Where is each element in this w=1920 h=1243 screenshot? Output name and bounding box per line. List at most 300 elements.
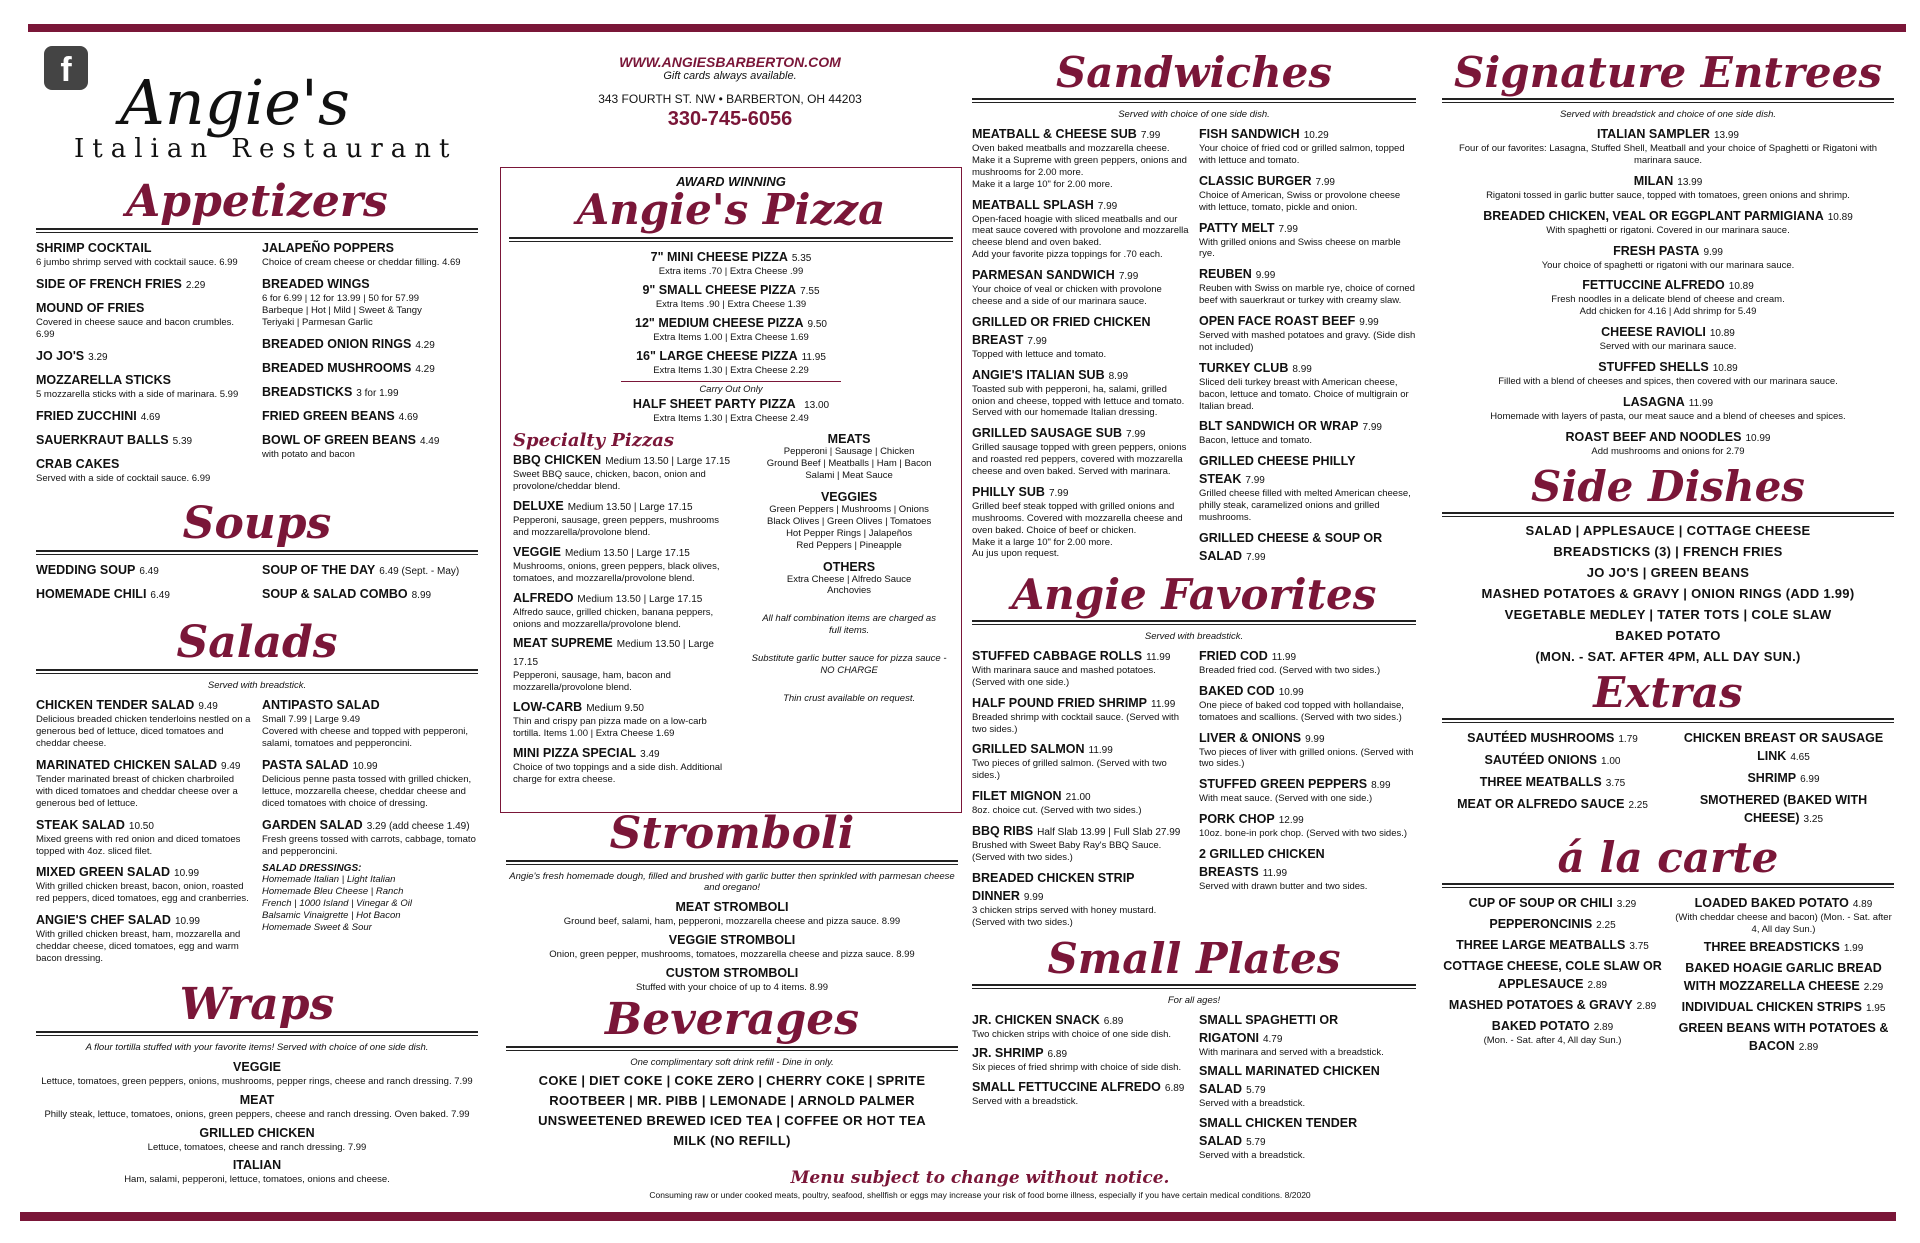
menu-item [262, 696, 478, 750]
logo-script: Angie's [120, 66, 350, 139]
menu-item-price: 11.95 [801, 351, 826, 363]
menu-item-price: 1.79 [1618, 733, 1638, 745]
small-plates-list [972, 1011, 1416, 1167]
menu-item-header [972, 822, 1189, 840]
menu-item-price: 7.99 [1246, 551, 1266, 563]
menu-line: ROOTBEER | MR. PIBB | LEMONADE | ARNOLD PALMER [549, 1092, 915, 1108]
menu-item-header [1442, 957, 1663, 993]
menu-item-header [1442, 393, 1894, 411]
menu-item-header [36, 863, 252, 881]
menu-item [262, 275, 478, 329]
menu-item [1442, 242, 1894, 272]
menu-item-price: 10.99 [1745, 432, 1771, 444]
half-combo-note: All half combination items are charged as full items. [762, 613, 936, 637]
menu-item-header [1442, 172, 1894, 190]
menu-item-header [972, 740, 1189, 758]
menu-item-name: PHILLY SUB [972, 484, 1045, 499]
sandwiches-left [972, 125, 1189, 570]
menu-item-name: CHEESE RAVIOLI [1601, 325, 1706, 340]
menu-item-name: SMALL CHICKEN TENDER SALAD [1199, 1116, 1358, 1149]
menu-item [36, 371, 252, 401]
menu-item-header [262, 407, 478, 425]
specialty-left [513, 430, 737, 789]
menu-item-name: BAKED HOAGIE GARLIC BREAD WITH MOZZARELLA CHEESE [1683, 961, 1882, 994]
menu-item-description: Covered in cheese sauce and bacon crumbles. 6.99 [36, 316, 235, 340]
menu-item-name: STUFFED SHELLS [1598, 360, 1709, 374]
dressings-title: SALAD DRESSINGS: [262, 863, 362, 875]
menu-item-name: BREADED CHICKEN, VEAL OR EGGPLANT PARMIGIANA [1483, 208, 1824, 223]
menu-item [1442, 894, 1663, 912]
menu-item-description: With grilled chicken breast, ham, mozzarella and cheddar cheese, diced tomatoes, egg and warm bacon dressing. [36, 929, 241, 964]
gift-cards-note: Gift cards always available. [663, 70, 797, 82]
wraps-title: Wraps [179, 978, 335, 1030]
menu-item-price: Medium 13.50 | Large 17.15 [605, 456, 731, 468]
menu-item-header [1673, 938, 1894, 956]
menu-item [513, 698, 737, 740]
menu-item [972, 1011, 1189, 1041]
menu-item [1199, 172, 1416, 214]
menu-item-header [262, 359, 478, 377]
footer [520, 1168, 1440, 1200]
menu-item-description: Grilled cheese filled with melted American cheese, philly steak, caramelized onions and grilled mushrooms. [1199, 488, 1411, 523]
menu-item [1673, 791, 1894, 827]
soups-title: Soups [182, 498, 332, 550]
menu-item [36, 239, 252, 269]
menu-item-name: THREE LARGE MEATBALLS [1456, 937, 1626, 952]
menu-item-price: 10.29 [1303, 130, 1329, 141]
menu-item-price: 10.89 [1709, 328, 1735, 340]
menu-item [1199, 775, 1416, 805]
favorites-list [972, 647, 1416, 934]
menu-item-header [1442, 729, 1663, 747]
menu-item-price: 6.89 [1164, 1083, 1185, 1095]
menu-item-extras: Extra Items .90 | Extra Cheese 1.39 [655, 298, 807, 310]
menu-item [36, 863, 252, 905]
menu-line: BAKED POTATO [1615, 627, 1721, 643]
contact-header [500, 54, 960, 131]
menu-item [1673, 1019, 1894, 1055]
menu-item [501, 281, 961, 311]
menu-item-description: (With cheddar cheese and bacon) (Mon. - Sat. after 4, All day Sun.) [1675, 911, 1892, 935]
divider [1442, 98, 1894, 103]
menu-item-price: 7.99 [1278, 223, 1298, 235]
menu-item-description: Fresh noodles in a delicate blend of cheese and cream. Add chicken for 4.16 | Add shrimp for 5.49 [1551, 294, 1785, 318]
menu-item-description: Brushed with Sweet Baby Ray's BBQ Sauce. (Served with two sides.) [972, 840, 1162, 863]
menu-item-header [36, 1058, 478, 1076]
menu-item-name: ROAST BEEF AND NOODLES [1565, 429, 1742, 444]
menu-item-description: Pepperoni, sausage, green peppers, mushrooms and mozzarella/provolone blend. [513, 515, 719, 538]
menu-item [1442, 428, 1894, 458]
menu-item-header [36, 407, 252, 425]
menu-item-header [1199, 359, 1416, 377]
menu-item-name: SMALL SPAGHETTI OR RIGATONI [1199, 1012, 1339, 1045]
menu-item-name: SOUP OF THE DAY [262, 563, 376, 578]
menu-item-price: 7.99 [1362, 422, 1382, 434]
menu-item-price: 2.89 [1587, 979, 1607, 991]
menu-item-header [1442, 242, 1894, 260]
menu-item [1442, 393, 1894, 423]
menu-item-price: 7.99 [1245, 475, 1265, 487]
menu-item-header [1199, 682, 1416, 700]
menu-item-description: Lettuce, tomatoes, cheese and ranch dressing. 7.99 [147, 1141, 367, 1153]
menu-item-header [36, 275, 252, 293]
menu-item-header [972, 869, 1189, 905]
phone-number[interactable]: 330-745-6056 [667, 108, 793, 130]
menu-item-price: 4.79 [1262, 1033, 1283, 1045]
menu-item-description: 3 chicken strips served with honey mustard. (Served with two sides.) [972, 904, 1157, 928]
facebook-icon[interactable]: f [44, 46, 88, 90]
website-link[interactable]: WWW.ANGIESBARBERTON.COM [619, 54, 841, 70]
menu-item-price: 6.49 (Sept. - May) [379, 566, 460, 578]
menu-item-name: BAKED POTATO [1491, 1018, 1590, 1033]
divider [1442, 718, 1894, 723]
menu-item-price: 3.75 [1629, 940, 1649, 952]
menu-item-name: LASAGNA [1622, 394, 1685, 409]
menu-item-header [972, 196, 1189, 214]
menu-item-name: MASHED POTATOES & GRAVY [1448, 997, 1633, 1012]
menu-item-header [1199, 1114, 1416, 1150]
menu-item [1199, 647, 1416, 677]
menu-item-price: 2.25 [1628, 799, 1648, 811]
extras-right [1673, 729, 1894, 831]
menu-item-header [1442, 125, 1894, 143]
menu-item-price: 6.49 [139, 566, 159, 578]
menu-item-price: 8.99 [1371, 780, 1391, 792]
menu-item-header [513, 497, 737, 515]
menu-item-header [36, 455, 252, 473]
menu-item-header [1199, 417, 1416, 435]
toppings-column [747, 430, 951, 789]
menu-item-name: FETTUCCINE ALFREDO [1582, 278, 1725, 293]
menu-item-description: 10oz. bone-in pork chop. (Served with two sides.) [1199, 828, 1408, 840]
menu-item-name: JO JO'S [36, 348, 85, 363]
menu-item-header [36, 911, 252, 929]
menu-item [972, 483, 1189, 560]
menu-item-name: 7" MINI CHEESE PIZZA [650, 250, 788, 264]
menu-item-description: Reuben with Swiss on marble rye, choice of corned beef with sauerkraut or turkey with creamy slaw. [1199, 283, 1415, 307]
menu-item-name: CUSTOM STROMBOLI [665, 965, 799, 980]
menu-item [972, 1078, 1189, 1108]
menu-item-name: 2 GRILLED CHICKEN BREASTS [1199, 847, 1325, 879]
menu-item [1442, 915, 1663, 933]
soups-list [36, 561, 478, 609]
menu-item-price: 7.99 [1118, 271, 1139, 282]
menu-item-description: Grilled sausage topped with green peppers, onions and roasted red peppers, covered with mozzarella cheese and oven baked. Served with marinara. [972, 442, 1187, 477]
menu-item-price: 2.29 [1863, 982, 1884, 994]
menu-item-price: 10.99 [174, 868, 200, 880]
menu-item-description: Alfredo sauce, grilled chicken, banana peppers, onions and mozzarella/provolone blend. [513, 606, 714, 630]
menu-item-name: BREADSTICKS [262, 384, 353, 399]
menu-item [972, 313, 1189, 361]
menu-item-name: ITALIAN SAMPLER [1597, 127, 1710, 141]
menu-item-price: 6.89 [1047, 1049, 1068, 1061]
menu-item [972, 694, 1189, 736]
meats-list: Pepperoni | Sausage | Chicken Ground Beef | Meatballs | Ham | Bacon Salami | Meat Sauce [766, 446, 932, 482]
menu-item-header [506, 931, 958, 949]
menu-item-description: 8oz. choice cut. (Served with two sides.) [972, 805, 1142, 817]
menu-item-price: 21.00 [1065, 792, 1091, 804]
menu-item [262, 585, 478, 603]
menu-item-price: 5.39 [172, 435, 193, 447]
menu-item [36, 431, 252, 449]
menu-item [1442, 125, 1894, 167]
menu-item-name: GRILLED CHEESE PHILLY STEAK [1199, 454, 1356, 487]
menu-item-name: COTTAGE CHEESE, COLE SLAW OR APPLESAUCE [1443, 958, 1662, 991]
menu-item-name: BBQ RIBS [972, 824, 1034, 838]
menu-item-price: 2.29 [185, 279, 206, 291]
menu-item-description: Breaded shrimp with cocktail sauce. (Served with two sides.) [972, 711, 1179, 735]
menu-item-header [1442, 207, 1894, 225]
menu-item-description: Small 7.99 | Large 9.49 Covered with cheese and topped with pepperoni, salami, tomatoes and pepperoncini. [262, 714, 468, 750]
menu-item-name: ANTIPASTO SALAD [262, 698, 380, 713]
salads-subtitle: Served with breadstick. [207, 680, 307, 692]
menu-item [513, 497, 737, 539]
menu-item [513, 543, 737, 585]
menu-item-description: Served with drawn butter and two sides. [1199, 881, 1368, 892]
dressings-list: Homemade Italian | Light Italian Homemade Bleu Cheese | Ranch French | 1000 Island | Vinegar & Oil Balsamic Vinaigrette | Hot Bacon Homemade Sweet & Sour [262, 874, 412, 933]
menu-item-header [262, 335, 478, 353]
menu-item-name: SAUTÉED MUSHROOMS [1467, 730, 1615, 745]
divider [506, 860, 958, 865]
menu-item-header [501, 248, 961, 266]
menu-item [1673, 998, 1894, 1016]
salads-list [36, 696, 478, 970]
menu-item-description: Served with a breadstick. [1199, 1150, 1306, 1162]
menu-item-description: Lettuce, tomatoes, green peppers, onions, mushrooms, pepper rings, cheese and ranch dressing. 7.99 [41, 1075, 473, 1087]
menu-item [262, 335, 478, 353]
menu-item-price: 5.79 [1246, 1137, 1266, 1149]
menu-item-name: FRESH PASTA [1613, 243, 1700, 258]
small-plates-title: Small Plates [1047, 933, 1341, 983]
sandwiches-list [972, 125, 1416, 570]
menu-item-description: Ham, salami, pepperoni, lettuce, tomatoes, onions and cheese. [124, 1174, 390, 1186]
menu-item-description: Tender marinated breast of chicken charbroiled with diced tomatoes and cheddar cheese over a generous bed of lettuce. [36, 774, 238, 809]
menu-item-name: BLT SANDWICH OR WRAP [1199, 419, 1359, 434]
divider [36, 550, 478, 555]
menu-item-name: MOUND OF FRIES [36, 300, 145, 315]
menu-item-price: 3.75 [1605, 777, 1626, 789]
footer-notice: Menu subject to change without notice. [790, 1168, 1170, 1188]
sandwiches-title: Sandwiches [1055, 48, 1333, 97]
column-1 [36, 176, 478, 1189]
menu-item-name: HALF POUND FRIED SHRIMP [972, 695, 1147, 710]
menu-item-price: 10.99 [352, 761, 378, 772]
logo-tagline: Italian Restaurant [74, 134, 458, 164]
appetizers-left [36, 239, 252, 490]
menu-item-description: Your choice of spaghetti or rigatoni with our marinara sauce. [1541, 259, 1795, 271]
menu-item [1442, 957, 1663, 993]
menu-item [1673, 938, 1894, 956]
menu-item [1442, 729, 1663, 747]
menu-item-header [36, 431, 252, 449]
menu-item-price: 9.49 [221, 761, 241, 772]
menu-item [262, 383, 478, 401]
menu-item-price: 4.49 [419, 435, 440, 447]
party-pizza-price: 13.00 [804, 399, 830, 411]
menu-item-description: Two pieces of liver with grilled onions. (Served with two sides.) [1199, 746, 1414, 770]
menu-item-name: BREADED MUSHROOMS [262, 360, 412, 375]
menu-item-header [972, 1011, 1189, 1029]
menu-item [36, 911, 252, 965]
menu-item-header [1673, 998, 1894, 1016]
menu-item-price: 4.89 [1852, 898, 1873, 910]
menu-item-header [1199, 219, 1416, 237]
menu-item-price: 8.99 [1108, 370, 1129, 382]
menu-item-header [262, 756, 478, 774]
others-list: Extra Cheese | Alfredo Sauce Anchovies [786, 573, 912, 597]
menu-item-header [501, 314, 961, 332]
menu-item-header [1199, 810, 1416, 828]
menu-item-description: Thin and crispy pan pizza made on a low-carb tortilla. Items 1.00 | Extra Cheese 1.69 [513, 716, 707, 739]
menu-item [36, 1058, 478, 1088]
menu-item [1442, 207, 1894, 237]
menu-item-price: 11.99 [1688, 397, 1714, 409]
meats-title: MEATS [827, 432, 871, 447]
menu-item-price: 7.99 [1097, 200, 1118, 212]
menu-item-description: Delicious breaded chicken tenderloins nestled on a generous bed of lettuce, diced tomatoes and cheddar cheese. [36, 714, 251, 750]
menu-item-name: JR. CHICKEN SNACK [972, 1012, 1100, 1027]
menu-item-name: CHICKEN TENDER SALAD [36, 698, 195, 713]
menu-item-name: PARMESAN SANDWICH [972, 268, 1115, 282]
menu-item-header [262, 275, 478, 293]
alacarte-right [1673, 894, 1894, 1059]
menu-item-name: LOADED BAKED POTATO [1694, 895, 1849, 910]
menu-item-header [972, 1044, 1189, 1062]
menu-item-price: Half Slab 13.99 | Full Slab 27.99 [1037, 827, 1181, 838]
menu-item-extras: Extra Items 1.00 | Extra Cheese 1.69 [653, 331, 809, 343]
menu-item-price: 7.99 [1140, 130, 1161, 141]
menu-item-name: CRAB CAKES [36, 456, 120, 471]
menu-item-name: MEAT [239, 1092, 275, 1107]
menu-item-header [1442, 358, 1894, 376]
menu-item-name: JR. SHRIMP [972, 1046, 1044, 1061]
menu-item-name: FRIED ZUCCHINI [36, 408, 137, 423]
others-title: OTHERS [823, 559, 876, 574]
salads-right [262, 696, 478, 970]
menu-item-description: Filled with a blend of cheeses and spices, then covered with our marinara sauce. [1498, 376, 1838, 387]
menu-item [36, 561, 252, 579]
menu-item-name: SMOTHERED (BAKED WITH CHEESE) [1699, 792, 1868, 825]
favorites-right [1199, 647, 1416, 934]
menu-item-header [36, 756, 252, 774]
menu-item-name: FILET MIGNON [972, 789, 1062, 804]
menu-item-name: LOW-CARB [513, 700, 583, 715]
menu-item [1199, 682, 1416, 724]
menu-item-header [1199, 845, 1416, 881]
menu-item-name: MARINATED CHICKEN SALAD [36, 758, 218, 772]
menu-item-description: 6 jumbo shrimp served with cocktail sauce. 6.99 [36, 257, 238, 268]
menu-item-header [972, 313, 1189, 349]
menu-item-name: REUBEN [1199, 267, 1252, 282]
menu-item-name: MEAT OR ALFREDO SAUCE [1457, 796, 1625, 811]
menu-item-price: 6.99 [1800, 773, 1820, 785]
menu-item-description: With grilled chicken breast, bacon, onion, roasted red peppers, diced tomatoes, egg and cranberries. [36, 881, 249, 905]
menu-item-price: 7.99 [1027, 335, 1047, 347]
menu-item [262, 561, 478, 579]
menu-item-header [36, 239, 252, 257]
party-pizza-name: HALF SHEET PARTY PIZZA [632, 396, 796, 411]
menu-item-name: JALAPEÑO POPPERS [262, 241, 394, 255]
menu-item [36, 299, 252, 341]
menu-item [36, 756, 252, 810]
menu-item-description: Mixed greens with red onion and diced tomatoes topped with 4oz. sliced filet. [36, 833, 241, 857]
menu-item-price: 9.99 [1255, 270, 1276, 282]
menu-item [506, 931, 958, 961]
menu-item [36, 696, 252, 750]
menu-item-header [1673, 1019, 1894, 1055]
menu-item [36, 455, 252, 485]
menu-item [972, 869, 1189, 929]
menu-item-name: STUFFED CABBAGE ROLLS [972, 648, 1143, 663]
menu-item-name: MEAT STROMBOLI [675, 900, 789, 914]
menu-item-description: With spaghetti or rigatoni. Covered in our marinara sauce. [1546, 224, 1790, 236]
menu-item-name: SMALL FETTUCCINE ALFREDO [972, 1080, 1161, 1095]
menu-item-header [1673, 894, 1894, 912]
menu-item-description: Open-faced hoagie with sliced meatballs and our meat sauce covered with provolone and mozzarella cheese blend and oven baked. Add your favorite pizza toppings for .70 each. [972, 213, 1189, 261]
menu-item-price: 3.25 [1803, 813, 1824, 825]
specialty-section [513, 430, 951, 789]
party-pizza [501, 395, 961, 425]
menu-item-header [1442, 936, 1663, 954]
small-plates-subtitle: For all ages! [1167, 994, 1221, 1006]
pizza-title: Angie's Pizza [576, 185, 886, 234]
menu-item [501, 248, 961, 278]
top-border [28, 24, 1906, 32]
menu-item-header [513, 543, 737, 561]
menu-item-name: 9" SMALL CHEESE PIZZA [642, 282, 797, 297]
menu-item [506, 964, 958, 994]
menu-item [506, 898, 958, 928]
divider [36, 228, 478, 233]
menu-item-price: 11.99 [1088, 745, 1113, 757]
appetizers-title: Appetizers [126, 176, 388, 227]
entrees-title: Signature Entrees [1454, 48, 1882, 97]
menu-item [1673, 894, 1894, 936]
menu-item-header [1442, 773, 1663, 791]
menu-item-price: 11.99 [1262, 868, 1288, 879]
entrees-subtitle: Served with breadstick and choice of one side dish. [1560, 109, 1776, 120]
menu-item-name: THREE BREADSTICKS [1703, 940, 1840, 955]
menu-item-price: 5.79 [1246, 1085, 1266, 1097]
menu-item [1199, 1062, 1416, 1110]
menu-item-name: FRIED GREEN BEANS [262, 408, 395, 423]
divider [1442, 883, 1894, 888]
menu-item [972, 787, 1189, 817]
menu-item-name: MINI PIZZA SPECIAL [513, 745, 637, 760]
menu-item-name: ANGIE'S ITALIAN SUB [972, 367, 1105, 382]
menu-item-description: Served with a breadstick. [1199, 1098, 1306, 1110]
menu-item-name: FRIED COD [1199, 648, 1268, 663]
menu-item-price: 8.99 [1292, 363, 1312, 375]
menu-item-price: 2.89 [1636, 1000, 1657, 1012]
appetizers-right [262, 239, 478, 490]
menu-item-name: SAUERKRAUT BALLS [36, 432, 169, 447]
menu-item-description: Served with our marinara sauce. [1599, 341, 1737, 353]
menu-item [1442, 795, 1663, 813]
menu-item-header [262, 239, 478, 257]
menu-item-price: 4.65 [1790, 751, 1810, 763]
alacarte-left [1442, 894, 1663, 1059]
menu-item-header [506, 964, 958, 982]
menu-item-price: 7.55 [800, 285, 820, 297]
menu-item-name: FISH SANDWICH [1199, 127, 1300, 141]
menu-item-description: Choice of American, Swiss or provolone cheese with lettuce, tomato, pickle and onion. [1199, 189, 1401, 213]
menu-item-name: PEPPERONCINIS [1489, 916, 1593, 931]
stromboli-beverages-column [506, 808, 958, 1153]
menu-item-header [501, 347, 961, 365]
menu-item [36, 585, 252, 603]
menu-item [501, 347, 961, 377]
